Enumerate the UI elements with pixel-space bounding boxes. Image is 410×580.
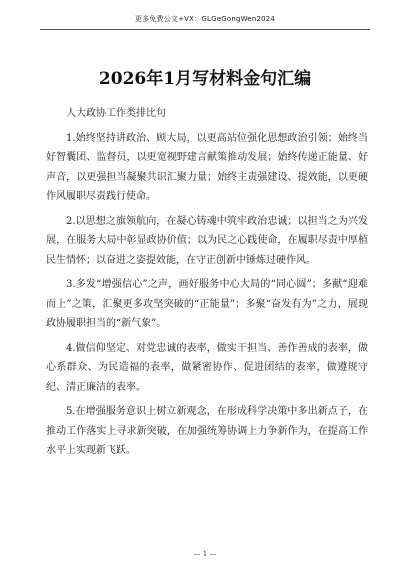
document-title: 2026年1月写材料金句汇编: [98, 69, 312, 89]
header-note: 更多免费公文+VX：GLGeGongWen2024: [134, 15, 276, 23]
paragraph-2: 2.以思想之旗领航向，在凝心铸魂中筑牢政治忠诚；以担当之为兴发展，在服务大局中彰显政协价值；以为民之心践使命，在履职尽责中厚植民生情怀；以奋进之姿提效能，在守正创新中锤炼过硬作风。: [46, 215, 368, 266]
document-body: [46, 104, 368, 466]
paragraph-5: 5.在增强服务意识上树立新观念，在形成科学决策中多出新点子，在推动工作落实上寻求新突破，在加强统筹协调上力争新作为，在提高工作水平上实现新飞跃。: [46, 406, 368, 456]
section-heading: 人大政协工作类排比句: [66, 108, 166, 119]
paragraph-4: 4.做信仰坚定、对党忠诚的表率，做实干担当、善作善成的表率，做心系群众、为民造福的表率，做紧密协作、促进团结的表率，做遵规守纪、清正廉洁的表率。: [46, 342, 368, 393]
paragraph-1: 1.始终坚持讲政治、顾大局，以更高站位强化思想政治引领；始终当好智囊团、监督员，以更宽视野建言献策推动发展；始终传递正能量、好声音，以更强担当凝聚共识汇聚力量；始终主责强建设、提效能，以更硬作风履职尽责践行使命。: [46, 132, 368, 202]
page-number: — 1 —: [193, 550, 217, 558]
header-divider: [40, 29, 370, 30]
paragraph-3: 3.多发“增强信心”之声，画好服务中心大局的“同心圆”；多献“迎难而上”之策，汇聚更多攻坚突破的“正能量”；多聚“奋发有为”之力，展现政协履职担当的“新气象”。: [46, 279, 368, 329]
